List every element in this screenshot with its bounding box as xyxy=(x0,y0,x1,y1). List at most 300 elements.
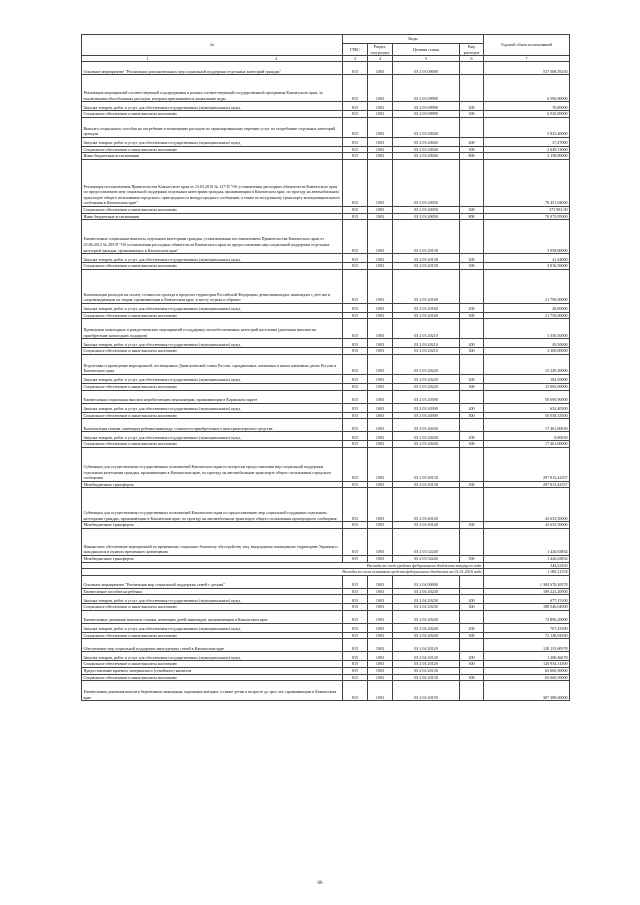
row-target-article: 03 2 04 20240 xyxy=(393,610,460,623)
row-amount: 375 981,00 xyxy=(484,206,570,213)
row-grbs: 815 xyxy=(343,263,368,270)
row-expense-type xyxy=(460,668,484,675)
row-target-article: 03 2 04 20120 xyxy=(393,652,460,661)
row-name: Обеспечение мер социальной поддержки многодетных семей в Камчатском крае xyxy=(82,639,343,652)
table-row xyxy=(82,403,570,412)
row-amount: 41,44000 xyxy=(484,254,570,263)
table-note-row xyxy=(82,569,570,576)
row-expense-type: 300 xyxy=(460,383,484,390)
row-grbs: 815 xyxy=(343,319,368,339)
row-razdel: 1003 xyxy=(368,111,393,118)
row-grbs: 815 xyxy=(343,383,368,390)
column-index: 6 xyxy=(460,56,484,62)
row-razdel: 1003 xyxy=(368,102,393,111)
row-grbs: 815 xyxy=(343,674,368,681)
row-grbs: 815 xyxy=(343,269,368,303)
row-target-article: 03 2 03 20390 xyxy=(393,412,460,419)
row-amount: 1 426,63834 xyxy=(484,555,570,562)
row-razdel: 1003 xyxy=(368,62,393,75)
row-target-article: 03 2 03 20050 xyxy=(393,206,460,213)
row-grbs: 815 xyxy=(343,604,368,611)
row-grbs: 815 xyxy=(343,595,368,604)
row-grbs: 815 xyxy=(343,374,368,383)
row-name: Основное мероприятие "Реализация мер социальной поддержки семей с детьми" xyxy=(82,575,343,588)
row-expense-type: 200 xyxy=(460,595,484,604)
table-row xyxy=(82,254,570,263)
row-grbs: 815 xyxy=(343,159,368,206)
row-grbs: 815 xyxy=(343,632,368,639)
table-row xyxy=(82,319,570,339)
row-razdel: 1003 xyxy=(368,206,393,213)
row-razdel: 1003 xyxy=(368,319,393,339)
row-target-article: 03 2 04 20240 xyxy=(393,632,460,639)
table-row xyxy=(82,312,570,319)
row-razdel: 1003 xyxy=(368,146,393,153)
row-name: Социальное обеспечение и иные выплаты населению xyxy=(82,312,343,319)
row-expense-type: 200 xyxy=(460,102,484,111)
table-note-row xyxy=(82,562,570,569)
row-grbs: 815 xyxy=(343,75,368,102)
row-amount: 21 750,00000 xyxy=(484,312,570,319)
row-amount: 3 058,00000 xyxy=(484,220,570,254)
row-razdel: 1003 xyxy=(368,374,393,383)
row-razdel: 1003 xyxy=(368,354,393,374)
row-razdel: 1003 xyxy=(368,312,393,319)
row-grbs: 815 xyxy=(343,432,368,441)
row-target-article: 03 2 03 40130 xyxy=(393,481,460,488)
table-row xyxy=(82,447,570,481)
row-name: Закупка товаров, работ и услуг для обеспечения государственных (муниципальных) нужд xyxy=(82,254,343,263)
row-amount: 72 128,94500 xyxy=(484,632,570,639)
row-amount: 307 380,60000 xyxy=(484,681,570,701)
table-row xyxy=(82,522,570,529)
row-name: Закупка товаров, работ и услуг для обеспечения государственных (муниципальных) нужд xyxy=(82,374,343,383)
row-target-article: 03 2 03 09990 xyxy=(393,75,460,102)
row-grbs: 815 xyxy=(343,412,368,419)
header-expense-type: Вид расходов xyxy=(460,44,484,56)
row-name: Социальное обеспечение и иные выплаты населению xyxy=(82,146,343,153)
row-amount: 17 461,00039 xyxy=(484,419,570,432)
row-expense-type xyxy=(460,419,484,432)
row-expense-type: 500 xyxy=(460,481,484,488)
row-target-article: 03 2 03 20430 xyxy=(393,441,460,448)
row-expense-type xyxy=(460,488,484,522)
row-name: Ежемесячные денежные выплаты семьям, имеющим детей-инвалидов, проживающим в Камчатском крае xyxy=(82,610,343,623)
row-target-article: 03 2 04 20120 xyxy=(393,639,460,652)
row-name: Закупка товаров, работ и услуг для обеспечения государственных (муниципальных) нужд xyxy=(82,432,343,441)
row-expense-type: 200 xyxy=(460,432,484,441)
row-amount: 70,00000 xyxy=(484,102,570,111)
row-target-article: 03 2 03 09990 xyxy=(393,102,460,111)
row-expense-type xyxy=(460,610,484,623)
row-name: Ежемесячная денежная выплата беременным женщинам, кормящим матерям, а также детям в возрасте до трех лет, проживающим в Камчатском крае xyxy=(82,681,343,701)
table-row xyxy=(82,623,570,632)
table-row xyxy=(82,412,570,419)
row-grbs: 815 xyxy=(343,575,368,588)
table-row xyxy=(82,674,570,681)
row-expense-type xyxy=(460,75,484,102)
row-razdel: 1003 xyxy=(368,668,393,675)
row-name: Субвенции для осуществления государственных полномочий Камчатского края по предоставлению мер социальной поддержки отдельным категориям граждан, проживающим в Камчатском крае, по проезду на автомобильном транспорте общего пользования пригородного сообщения xyxy=(82,488,343,522)
table-row xyxy=(82,604,570,611)
row-target-article: 03 2 03 20430 xyxy=(393,432,460,441)
row-razdel: 1003 xyxy=(368,159,393,206)
row-grbs: 815 xyxy=(343,117,368,137)
row-expense-type: 200 xyxy=(460,652,484,661)
row-amount: 70 075,95900 xyxy=(484,213,570,220)
row-grbs: 815 xyxy=(343,403,368,412)
table-row xyxy=(82,153,570,160)
row-target-article: 03 2 04 20230 xyxy=(393,595,460,604)
row-razdel: 1003 xyxy=(368,555,393,562)
row-amount: 184,50000 xyxy=(484,374,570,383)
row-grbs: 815 xyxy=(343,623,368,632)
row-expense-type: 300 xyxy=(460,146,484,153)
row-name: Социальное обеспечение и иные выплаты населению xyxy=(82,674,343,681)
row-target-article: 03 2 03 20130 xyxy=(393,254,460,263)
row-name: Закупка товаров, работ и услуг для обеспечения государственных (муниципальных) нужд xyxy=(82,403,343,412)
row-amount: 3 300,00000 xyxy=(484,348,570,355)
row-name: Финансовое обеспечение мероприятий по временному социально-бытовому обустройству лиц, вынужденно покинувших территорию Украины и находящихся в пунктах временного размещения xyxy=(82,528,343,555)
row-razdel: 1003 xyxy=(368,339,393,348)
row-name: Закупка товаров, работ и услуг для обеспечения государственных (муниципальных) нужд xyxy=(82,623,343,632)
row-razdel: 1003 xyxy=(368,575,393,588)
row-name: Компенсация расходов на оплату стоимости проезда в пределах территории Российской Федерации детям-инвалидам, инвалидам с детства и сопровождающим их лицам, проживающим в Камчатском крае, к месту отдыха и обратно xyxy=(82,269,343,303)
row-target-article: 03 2 04 20130 xyxy=(393,674,460,681)
row-expense-type xyxy=(460,681,484,701)
table-row xyxy=(82,213,570,220)
row-target-article: 03 2 03 20160 xyxy=(393,312,460,319)
row-name: Социальное обеспечение и иные выплаты населению xyxy=(82,412,343,419)
row-amount: 297 813,42357 xyxy=(484,447,570,481)
column-index: 5 xyxy=(393,56,460,62)
row-amount: 15 249,50000 xyxy=(484,354,570,374)
row-razdel: 1003 xyxy=(368,390,393,403)
row-amount: 189 223,20000 xyxy=(484,588,570,595)
row-expense-type: 300 xyxy=(460,111,484,118)
row-grbs: 815 xyxy=(343,206,368,213)
table-row xyxy=(82,441,570,448)
row-note: Расходы за счет остатков средств федерального бюджета на 01.01.2016 года xyxy=(82,569,484,576)
row-grbs: 815 xyxy=(343,312,368,319)
row-amount: 3 016,56000 xyxy=(484,263,570,270)
row-expense-type xyxy=(460,354,484,374)
row-target-article: 03 2 03 20160 xyxy=(393,303,460,312)
row-name: Компенсация семьям, имеющим ребенка-инвалида, стоимости приобретенного ими транспортного средства xyxy=(82,419,343,432)
row-expense-type: 500 xyxy=(460,522,484,529)
header-grbs: ГРБС xyxy=(343,44,368,56)
row-grbs: 815 xyxy=(343,681,368,701)
row-amount: 21 790,00000 xyxy=(484,269,570,303)
row-grbs: 815 xyxy=(343,488,368,522)
row-expense-type xyxy=(460,62,484,75)
column-index: 1 2 xyxy=(82,56,343,62)
row-target-article: 03 2 03 20220 xyxy=(393,354,460,374)
row-expense-type: 300 xyxy=(460,441,484,448)
row-amount: 2 649,13000 xyxy=(484,146,570,153)
header-razdel: Раздел, под-раздел xyxy=(368,44,393,56)
row-expense-type: 300 xyxy=(460,604,484,611)
header-codes: Коды xyxy=(343,35,484,44)
table-row xyxy=(82,111,570,118)
row-target-article: 03 2 03 20430 xyxy=(393,419,460,432)
row-amount: 72 896,20000 xyxy=(484,610,570,623)
row-target-article: 03 2 03 52240 xyxy=(393,528,460,555)
row-razdel: 1003 xyxy=(368,137,393,146)
row-grbs: 815 xyxy=(343,610,368,623)
row-amount: 65 660,50000 xyxy=(484,668,570,675)
page-number: 66 xyxy=(317,881,323,886)
row-razdel: 1003 xyxy=(368,269,393,303)
row-amount: 65 660,50000 xyxy=(484,674,570,681)
row-name: Социальное обеспечение и иные выплаты населению xyxy=(82,263,343,270)
row-razdel: 1003 xyxy=(368,75,393,102)
budget-table-sheet xyxy=(81,34,569,701)
row-razdel: 1003 xyxy=(368,419,393,432)
row-razdel: 1003 xyxy=(368,528,393,555)
row-target-article: 03 2 04 20150 xyxy=(393,681,460,701)
table-row xyxy=(82,652,570,661)
row-name: Основное мероприятие "Реализация дополнительных мер социальной поддержки отдельных категорий граждан" xyxy=(82,62,343,75)
row-expense-type: 300 xyxy=(460,206,484,213)
row-amount: 70 451,94000 xyxy=(484,159,570,206)
row-name: Закупка товаров, работ и услуг для обеспечения государственных (муниципальных) нужд xyxy=(82,303,343,312)
table-row xyxy=(82,555,570,562)
row-razdel: 1003 xyxy=(368,153,393,160)
row-grbs: 815 xyxy=(343,111,368,118)
row-grbs: 815 xyxy=(343,588,368,595)
row-amount: 297 813,42357 xyxy=(484,481,570,488)
row-target-article: 03 2 04 20120 xyxy=(393,661,460,668)
row-grbs: 815 xyxy=(343,390,368,403)
row-target-article: 03 2 03 09990 xyxy=(393,111,460,118)
row-target-article: 03 2 04 00000 xyxy=(393,575,460,588)
table-row xyxy=(82,575,570,588)
row-razdel: 1003 xyxy=(368,639,393,652)
row-amount: 126 934,14300 xyxy=(484,661,570,668)
row-target-article: 03 2 03 40140 xyxy=(393,488,460,522)
table-row xyxy=(82,269,570,303)
row-razdel: 1003 xyxy=(368,432,393,441)
row-target-article: 03 2 03 20050 xyxy=(393,159,460,206)
row-razdel: 1003 xyxy=(368,681,393,701)
row-name: Социальное обеспечение и иные выплаты населению xyxy=(82,604,343,611)
row-grbs: 815 xyxy=(343,419,368,432)
row-razdel: 1003 xyxy=(368,254,393,263)
row-target-article: 03 2 03 20040 xyxy=(393,117,460,137)
row-target-article: 03 2 03 20130 xyxy=(393,263,460,270)
row-grbs: 815 xyxy=(343,153,368,160)
row-expense-type: 500 xyxy=(460,555,484,562)
row-amount: 1 200,46678 xyxy=(484,652,570,661)
row-grbs: 815 xyxy=(343,137,368,146)
table-row xyxy=(82,528,570,555)
row-name: Межбюджетные трансферты xyxy=(82,555,343,562)
row-expense-type: 200 xyxy=(460,623,484,632)
table-row xyxy=(82,374,570,383)
row-target-article: 03 2 03 20210 xyxy=(393,348,460,355)
row-amount: 49,50000 xyxy=(484,339,570,348)
row-razdel: 1003 xyxy=(368,481,393,488)
row-amount: 3 349,50000 xyxy=(484,319,570,339)
row-name: Межбюджетные трансферты xyxy=(82,522,343,529)
row-grbs: 815 xyxy=(343,447,368,481)
row-name: Межбюджетные трансферты xyxy=(82,481,343,488)
row-target-article: 03 2 03 20050 xyxy=(393,213,460,220)
row-target-article: 03 2 04 20230 xyxy=(393,604,460,611)
row-expense-type xyxy=(460,319,484,339)
table-body xyxy=(82,62,570,701)
table-row xyxy=(82,481,570,488)
row-razdel: 1003 xyxy=(368,632,393,639)
row-name: Предоставление краевого материнского (семейного) капитала xyxy=(82,668,343,675)
row-name: Ежемесячные социальные выплаты отдельным категориям граждан, установленным постановлением Правительства Камчатского края от 25.06.2012 № 285-П "Об установлении расходных обязательств Камчатского края по предоставлению мер социальной поддержки отдельных категорий граждан, проживающих в Камчатском крае" xyxy=(82,220,343,254)
table-row xyxy=(82,668,570,675)
row-grbs: 815 xyxy=(343,441,368,448)
table-row xyxy=(82,75,570,102)
row-expense-type xyxy=(460,575,484,588)
row-amount: 50 058,33500 xyxy=(484,412,570,419)
row-razdel: 1003 xyxy=(368,263,393,270)
row-grbs: 815 xyxy=(343,339,368,348)
row-target-article: 03 2 03 20220 xyxy=(393,374,460,383)
row-target-article: 03 2 04 20230 xyxy=(393,588,460,595)
row-name: Социальное обеспечение и иные выплаты населению xyxy=(82,383,343,390)
budget-table xyxy=(81,34,570,701)
row-amount: 1 082,11334 xyxy=(484,569,570,576)
table-row xyxy=(82,639,570,652)
column-index: 4 xyxy=(368,56,393,62)
row-amount: 15 065,00000 xyxy=(484,383,570,390)
row-expense-type xyxy=(460,447,484,481)
row-razdel: 1003 xyxy=(368,441,393,448)
column-index: 3 xyxy=(343,56,368,62)
row-expense-type xyxy=(460,159,484,206)
row-grbs: 815 xyxy=(343,668,368,675)
row-amount: 1 426,63834 xyxy=(484,528,570,555)
row-target-article: 03 2 03 40140 xyxy=(393,522,460,529)
table-row xyxy=(82,354,570,374)
row-name: Субвенции для осуществления государственных полномочий Камчатского края по вопросам предоставления мер социальной поддержки отдельным категориям граждан, проживающим в Камчатском крае, по проезду на автомобильном транспорте общего пользования городского сообщения xyxy=(82,447,343,481)
row-razdel: 1003 xyxy=(368,588,393,595)
table-row xyxy=(82,137,570,146)
row-target-article: 03 2 03 20040 xyxy=(393,137,460,146)
row-expense-type: 300 xyxy=(460,632,484,639)
table-row xyxy=(82,348,570,355)
row-amount: 37,47000 xyxy=(484,137,570,146)
row-razdel: 1003 xyxy=(368,403,393,412)
row-amount: 43 635,50000 xyxy=(484,522,570,529)
table-row xyxy=(82,117,570,137)
column-index: 7 xyxy=(484,56,570,62)
row-amount: 767,25500 xyxy=(484,623,570,632)
row-target-article: 03 2 03 20220 xyxy=(393,383,460,390)
row-expense-type: 300 xyxy=(460,263,484,270)
row-grbs: 815 xyxy=(343,528,368,555)
row-name: Иные бюджетные ассигнования xyxy=(82,213,343,220)
row-target-article: 03 2 03 20040 xyxy=(393,146,460,153)
row-expense-type xyxy=(460,390,484,403)
row-amount: 40,00000 xyxy=(484,303,570,312)
row-amount: 537 368,59230 xyxy=(484,62,570,75)
row-name: Реализация мероприятий соответствующей подпрограммы в рамках соответствующей государственной программы Камчатского края, за исключением обособленных расходов, которым присваиваются уникальные коды xyxy=(82,75,343,102)
header-target-article: Целевая статья xyxy=(393,44,460,56)
row-grbs: 815 xyxy=(343,354,368,374)
row-grbs: 815 xyxy=(343,146,368,153)
row-razdel: 1003 xyxy=(368,610,393,623)
table-row xyxy=(82,488,570,522)
row-expense-type: 200 xyxy=(460,303,484,312)
row-razdel: 1003 xyxy=(368,412,393,419)
row-expense-type: 200 xyxy=(460,339,484,348)
row-expense-type: 200 xyxy=(460,403,484,412)
table-row xyxy=(82,220,570,254)
row-grbs: 815 xyxy=(343,348,368,355)
row-expense-type: 200 xyxy=(460,254,484,263)
row-razdel: 1003 xyxy=(368,303,393,312)
row-razdel: 1003 xyxy=(368,595,393,604)
row-amount: 5 825,40000 xyxy=(484,117,570,137)
row-expense-type: 800 xyxy=(460,213,484,220)
table-row xyxy=(82,206,570,213)
table-row xyxy=(82,419,570,432)
row-name: Социальное обеспечение и иные выплаты населению xyxy=(82,632,343,639)
row-razdel: 1003 xyxy=(368,522,393,529)
row-amount: 188 546,04900 xyxy=(484,604,570,611)
row-grbs: 815 xyxy=(343,481,368,488)
row-amount: 17 461,00000 xyxy=(484,441,570,448)
row-razdel: 1003 xyxy=(368,674,393,681)
row-grbs: 815 xyxy=(343,220,368,254)
row-name: Закупка товаров, работ и услуг для обеспечения государственных (муниципальных) нужд xyxy=(82,652,343,661)
row-grbs: 815 xyxy=(343,213,368,220)
row-expense-type xyxy=(460,528,484,555)
row-expense-type: 800 xyxy=(460,153,484,160)
row-expense-type: 300 xyxy=(460,412,484,419)
row-name: Выплата социального пособия на погребение и возмещение расходов по гарантированному перечню услуг по погребению отдельных категорий граждан xyxy=(82,117,343,137)
row-expense-type: 300 xyxy=(460,674,484,681)
row-razdel: 1003 xyxy=(368,348,393,355)
row-grbs: 815 xyxy=(343,102,368,111)
row-name: Подготовка и проведение мероприятий, посвященных Дням воинской славы России, праздничным, памятным и иным значимым датам России и Камчатского края xyxy=(82,354,343,374)
header-number: № xyxy=(82,35,343,56)
table-row xyxy=(82,263,570,270)
row-expense-type xyxy=(460,117,484,137)
row-expense-type xyxy=(460,269,484,303)
row-expense-type: 300 xyxy=(460,312,484,319)
table-row xyxy=(82,383,570,390)
table-row xyxy=(82,588,570,595)
row-razdel: 1003 xyxy=(368,447,393,481)
row-razdel: 1003 xyxy=(368,661,393,668)
table-row xyxy=(82,661,570,668)
table-row xyxy=(82,632,570,639)
row-target-article: 03 2 04 20130 xyxy=(393,668,460,675)
row-amount: 128 135,60978 xyxy=(484,639,570,652)
row-razdel: 1003 xyxy=(368,652,393,661)
row-grbs: 815 xyxy=(343,639,368,652)
row-amount: 0,00039 xyxy=(484,432,570,441)
row-expense-type: 200 xyxy=(460,137,484,146)
row-note: Расходы за счет средств федерального бюджета текущего года xyxy=(82,562,484,569)
row-target-article: 03 2 03 20160 xyxy=(393,269,460,303)
row-grbs: 815 xyxy=(343,652,368,661)
table-row xyxy=(82,303,570,312)
row-amount: 50 690,90000 xyxy=(484,390,570,403)
row-name: Социальное обеспечение и иные выплаты населению xyxy=(82,441,343,448)
row-expense-type xyxy=(460,639,484,652)
row-razdel: 1003 xyxy=(368,213,393,220)
